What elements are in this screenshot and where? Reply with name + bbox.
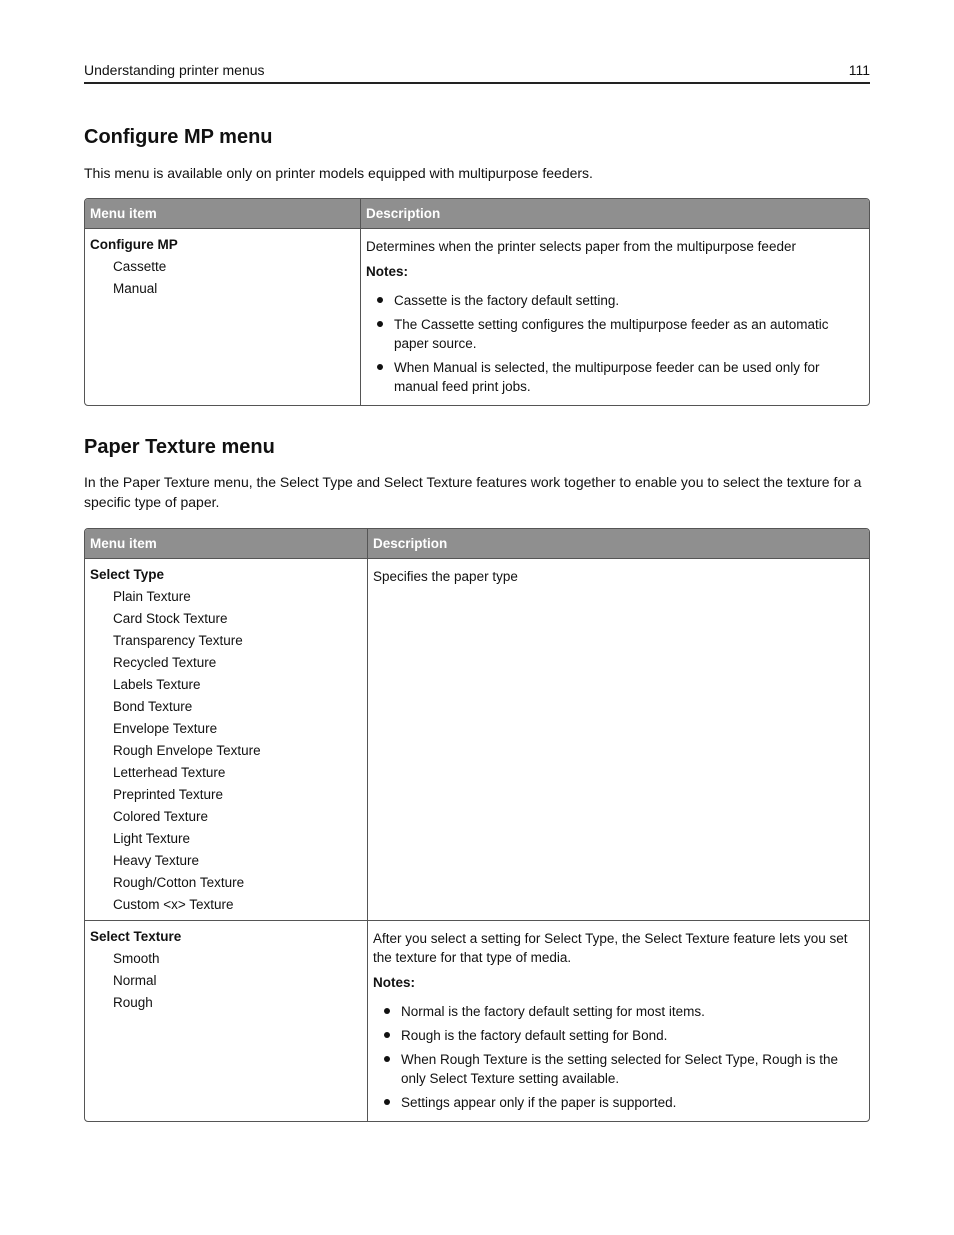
- menu-item-cell: [85, 559, 368, 920]
- note-item: Normal is the factory default setting for most items.: [373, 1002, 864, 1021]
- menu-option: Custom <x> Texture: [113, 897, 234, 912]
- configure-mp-table: [84, 198, 870, 406]
- column-header-description: Description: [361, 199, 869, 229]
- menu-option: Rough/Cotton Texture: [113, 875, 245, 890]
- table-header-row: [85, 529, 869, 559]
- menu-option: Envelope Texture: [113, 721, 218, 736]
- menu-option: Labels Texture: [113, 677, 201, 692]
- description-cell: [361, 229, 869, 405]
- notes-label: Notes:: [366, 264, 409, 279]
- paper-texture-table: [84, 528, 870, 1122]
- header-section-title: Understanding printer menus: [84, 62, 265, 78]
- column-header-description: Description: [368, 529, 869, 559]
- description-text: Specifies the paper type: [373, 569, 518, 584]
- menu-option: Preprinted Texture: [113, 787, 224, 802]
- page-header: [84, 60, 870, 84]
- notes-label: Notes:: [373, 975, 416, 990]
- paper-texture-intro: In the Paper Texture menu, the Select Type and Select Texture features work together to enable you to select the texture for a specific type of paper.: [84, 474, 862, 510]
- menu-option: Normal: [113, 973, 157, 988]
- menu-option: Light Texture: [113, 831, 191, 846]
- description-text: After you select a setting for Select Type, the Select Texture feature lets you set the texture for that type of media.: [373, 931, 848, 965]
- configure-mp-intro: This menu is available only on printer models equipped with multipurpose feeders.: [84, 165, 593, 181]
- menu-item-title: Select Type: [90, 567, 165, 582]
- menu-item-cell: [85, 920, 368, 1121]
- menu-option: Recycled Texture: [113, 655, 217, 670]
- menu-option: Letterhead Texture: [113, 765, 226, 780]
- table-row: [85, 559, 869, 920]
- menu-option: Transparency Texture: [113, 633, 243, 648]
- description-cell: [368, 559, 869, 920]
- table-header-row: [85, 199, 869, 229]
- menu-option: Card Stock Texture: [113, 611, 228, 626]
- menu-item-cell: [85, 229, 361, 405]
- note-item: Rough is the factory default setting for Bond.: [373, 1026, 864, 1045]
- note-item: When Rough Texture is the setting selected for Select Type, Rough is the only Select Texture setting available.: [373, 1050, 864, 1088]
- menu-option: Rough Envelope Texture: [113, 743, 261, 758]
- table-row: [85, 920, 869, 1121]
- menu-option: Smooth: [113, 951, 160, 966]
- column-header-menu-item: Menu item: [85, 529, 368, 559]
- menu-option: Bond Texture: [113, 699, 193, 714]
- description-text: Determines when the printer selects paper from the multipurpose feeder: [366, 239, 796, 254]
- note-item: Settings appear only if the paper is supported.: [373, 1093, 864, 1112]
- menu-item-title: Configure MP: [90, 237, 178, 252]
- notes-list: [373, 1002, 864, 1112]
- menu-option: Manual: [113, 281, 158, 296]
- table-row: [85, 229, 869, 405]
- page-number: 111: [848, 62, 870, 78]
- menu-option: Rough: [113, 995, 153, 1010]
- note-item: The Cassette setting configures the multipurpose feeder as an automatic paper source.: [366, 315, 864, 353]
- menu-option: Cassette: [113, 259, 167, 274]
- notes-list: [366, 291, 864, 396]
- menu-option: Plain Texture: [113, 589, 191, 604]
- menu-option: Heavy Texture: [113, 853, 200, 868]
- configure-mp-heading: Configure MP menu: [84, 126, 273, 148]
- menu-item-title: Select Texture: [90, 929, 182, 944]
- column-header-menu-item: Menu item: [85, 199, 361, 229]
- description-cell: [368, 920, 869, 1121]
- note-item: When Manual is selected, the multipurpose feeder can be used only for manual feed print jobs.: [366, 358, 864, 396]
- paper-texture-heading: Paper Texture menu: [84, 436, 275, 458]
- note-item: Cassette is the factory default setting.: [366, 291, 864, 310]
- menu-option: Colored Texture: [113, 809, 209, 824]
